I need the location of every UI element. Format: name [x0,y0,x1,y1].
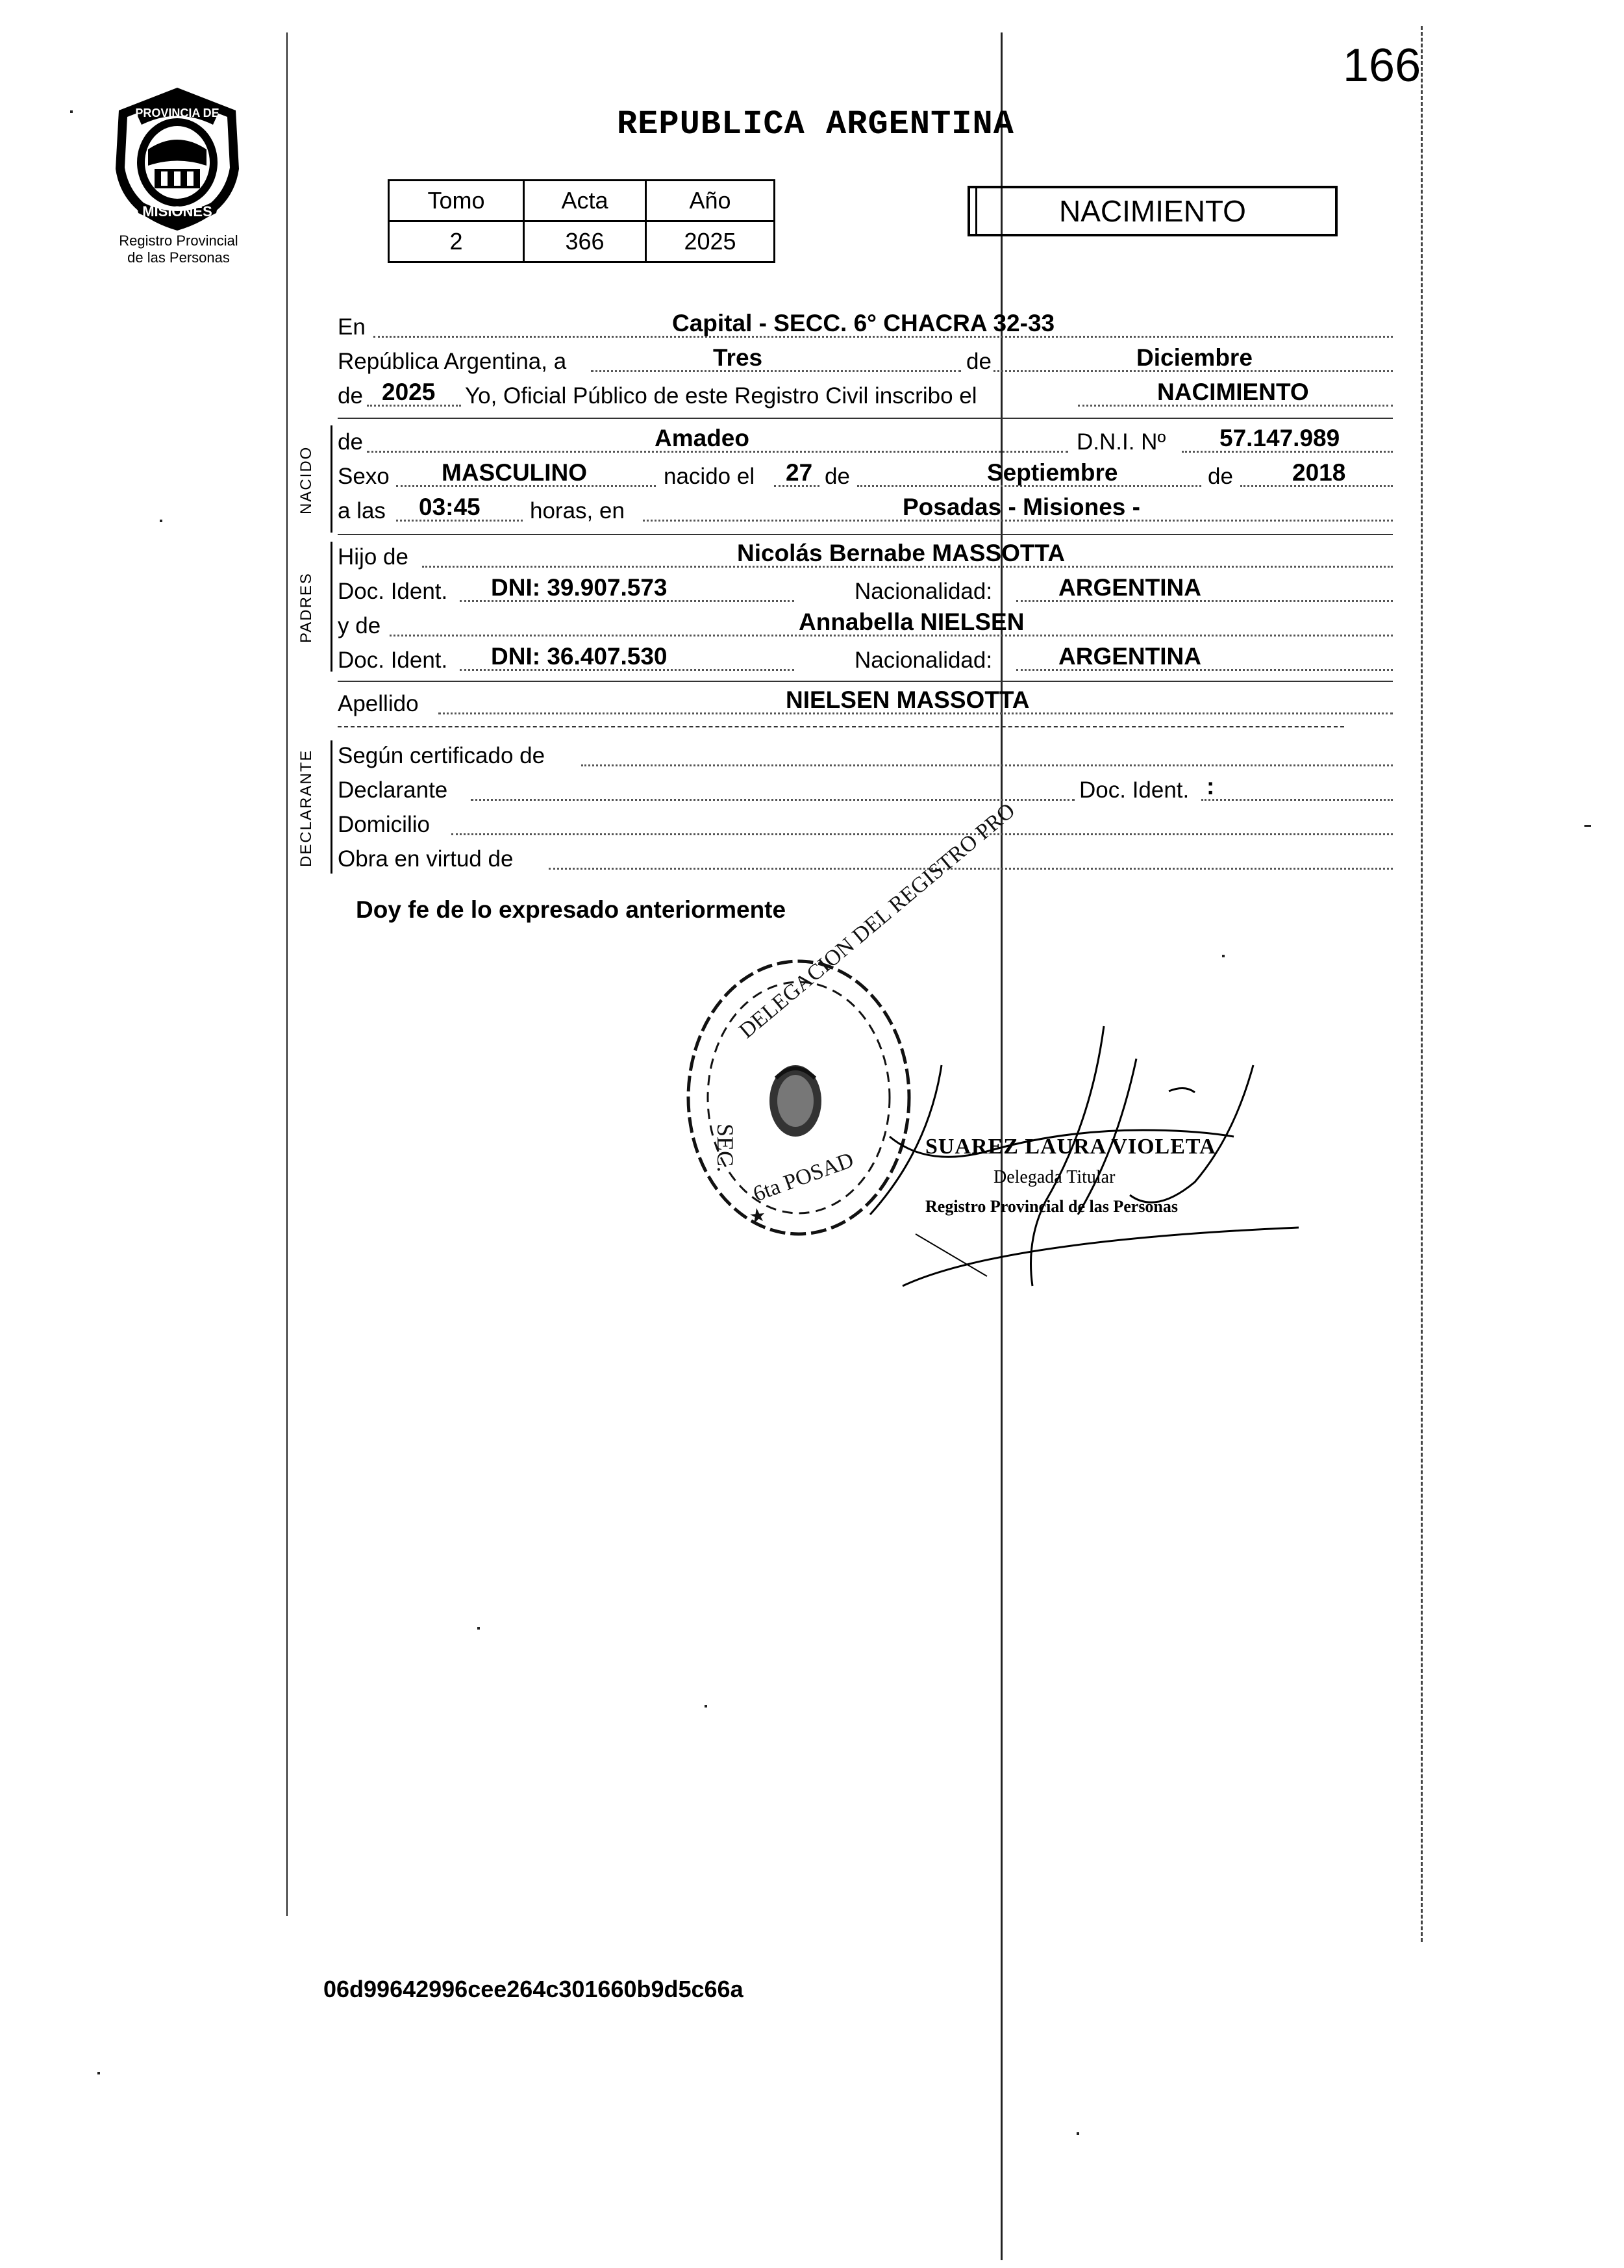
nacido-bracket [331,425,332,533]
closing-text: Doy fe de lo expresado anteriormente [356,896,786,923]
place-value: Capital - SECC. 6° CHACRA 32-33 [672,310,1055,336]
father-nationality: ARGENTINA [1058,574,1201,601]
declarante-row [338,774,1403,807]
birth-month: Septiembre [987,459,1118,486]
logo-caption-line2: de las Personas [127,249,230,266]
nacido-top-rule [338,418,1393,419]
father-doc-label: Doc. Ident. [338,579,448,604]
seal-text-top: PROVINCIA DE [135,107,219,120]
apellido-value: NIELSEN MASSOTTA [786,687,1030,713]
declarante-doc-value: : [1206,773,1215,800]
declarante-label: Declarante [338,777,448,803]
act-type-box: NACIMIENTO [968,186,1338,236]
obra-label: Obra en virtud de [338,846,514,872]
scan-speck [477,1627,480,1630]
scan-speck [1077,2132,1079,2135]
inscribed-type: NACIMIENTO [1157,379,1309,405]
left-margin-line [286,32,288,1916]
logo-caption-line1: Registro Provincial [119,233,238,249]
sexo-label: Sexo [338,464,390,489]
date-row [338,345,1403,379]
scan-speck [1584,825,1591,827]
registry-table [388,179,775,263]
document-hash: 06d99642996cee264c301660b9d5c66a [323,1976,743,2002]
father-row [338,540,1403,574]
mother-doc: DNI: 36.407.530 [491,643,668,670]
month-value: Diciembre [1136,344,1253,371]
apellido-row [338,687,1403,721]
registry-header-acta: Acta [524,181,646,221]
nacido-el-label: nacido el [664,464,755,489]
padres-section-label: PADRES [297,572,315,643]
father-doc: DNI: 39.907.573 [491,574,668,601]
father-name: Nicolás Bernabe MASSOTTA [737,540,1066,566]
en-label: En [338,314,366,340]
father-nacionalidad-label: Nacionalidad: [855,579,993,604]
year-de-label: de [338,383,363,409]
mother-doc-row [338,644,1403,677]
nacido-name-row [338,425,1403,459]
svg-text:DELEGACION DEL REGISTRO PRO: DELEGACION DEL REGISTRO PRO [734,798,1020,1044]
birth-place: Posadas - Misiones - [903,494,1140,520]
declarante-section-label: DECLARANTE [297,749,315,867]
signer-name: SUAREZ LAURA VIOLETA [925,1135,1216,1159]
dni-label: D.N.I. Nº [1077,429,1166,455]
nacido-sex-row [338,460,1403,494]
republica-label: República Argentina, a [338,349,567,374]
registry-value-ano: 2025 [646,221,775,262]
registry-header-tomo: Tomo [389,181,524,221]
scan-speck [97,2072,100,2074]
mother-nationality: ARGENTINA [1058,643,1201,670]
place-row [338,310,1403,344]
date-de-label: de [966,349,992,374]
birth-day: 27 [786,459,813,486]
right-margin-line [1421,26,1423,1942]
nacido-section-label: NACIDO [297,446,315,514]
mother-name: Annabella NIELSEN [799,609,1025,635]
signer-role: Delegada Titular [993,1167,1116,1187]
page-number: 166 [1343,40,1421,92]
handwritten-signature-icon [831,1020,1325,1305]
apellido-top-rule [338,681,1393,682]
nacido-de-label: de [338,429,363,455]
father-doc-row [338,575,1403,609]
registry-value-tomo: 2 [389,221,524,262]
registry-header-row [389,181,775,221]
svg-text:6ta POSAD: 6ta POSAD [750,1148,857,1207]
domicilio-row [338,808,1403,842]
oficial-row [338,379,1403,413]
country-title: REPUBLICA ARGENTINA [617,105,1014,144]
day-word: Tres [713,344,763,371]
horas-label: horas, en [530,498,625,523]
birth-de-label: de [825,464,850,489]
child-dni: 57.147.989 [1219,425,1340,451]
domicilio-label: Domicilio [338,812,430,837]
y-de-label: y de [338,613,381,638]
obra-row [338,842,1403,876]
svg-text:SEC.: SEC. [712,1124,738,1173]
hijo-de-label: Hijo de [338,544,408,570]
birth-de-label2: de [1208,464,1233,489]
oficial-text: Yo, Oficial Público de este Registro Civil inscribo el [465,383,977,409]
declarante-bracket [331,740,332,874]
child-name: Amadeo [655,425,749,451]
scan-speck [1222,955,1225,957]
scan-speck [70,110,73,113]
a-las-label: a las [338,498,386,523]
mother-doc-label: Doc. Ident. [338,648,448,673]
signer-office: Registro Provincial de las Personas [925,1197,1179,1216]
segun-row [338,739,1403,773]
registry-value-row [389,221,775,262]
registry-header-ano: Año [646,181,775,221]
declarante-top-rule [338,726,1344,727]
provincial-seal-icon [109,84,245,234]
registry-value-acta: 366 [524,221,646,262]
sexo-value: MASCULINO [442,459,588,486]
apellido-label: Apellido [338,691,419,716]
segun-label: Según certificado de [338,743,545,768]
year-value: 2025 [382,379,436,405]
scan-speck [705,1705,707,1707]
padres-bracket [331,542,332,672]
declarante-doc-label: Doc. Ident. [1079,777,1190,803]
birth-time: 03:45 [419,494,481,520]
nacido-time-row [338,494,1403,528]
mother-row [338,609,1403,643]
birth-year: 2018 [1292,459,1346,486]
logo-caption [75,233,282,266]
scan-speck [160,520,162,522]
seal-text-bottom: MISIONES [142,203,212,220]
padres-top-rule [338,534,1393,535]
mother-nacionalidad-label: Nacionalidad: [855,648,993,673]
